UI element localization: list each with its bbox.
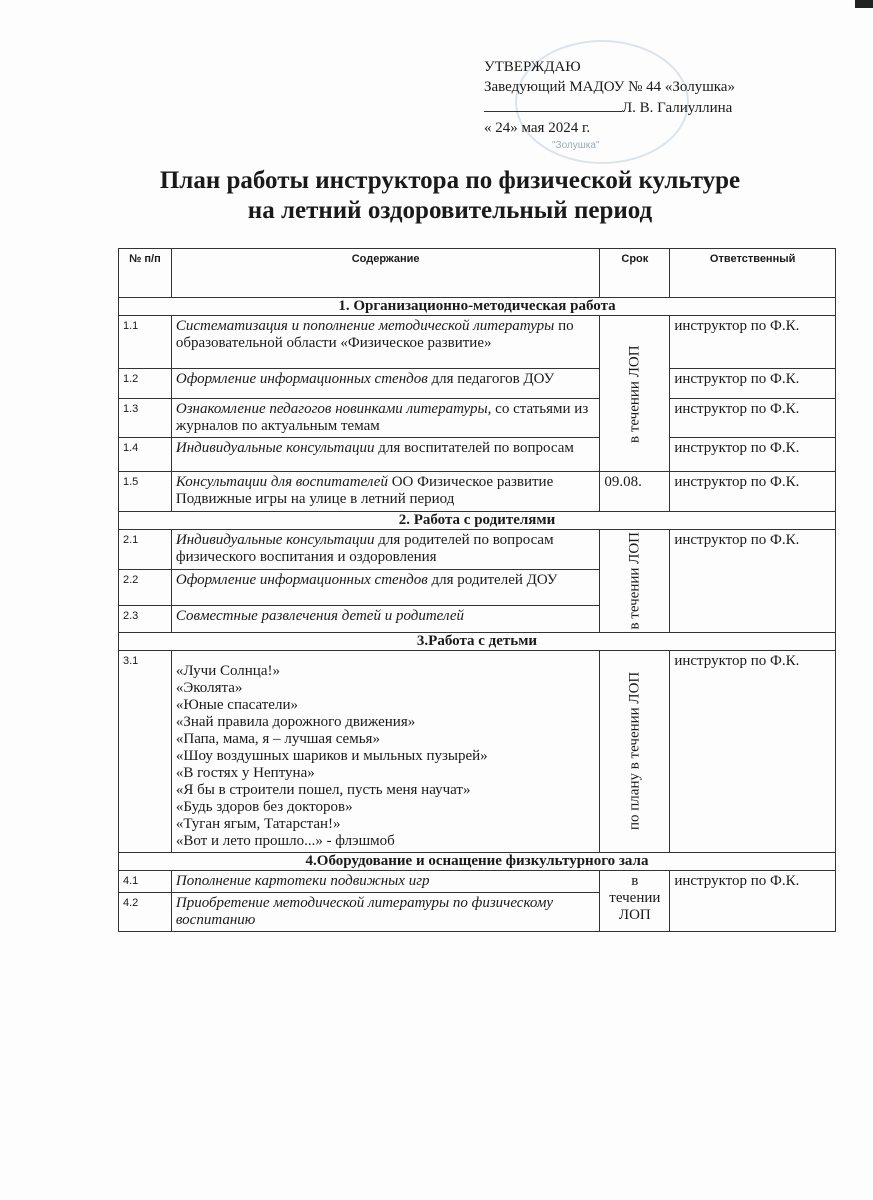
- row-text: для родителей ДОУ: [427, 572, 558, 588]
- table-row: [119, 316, 836, 369]
- approval-heading: УТВЕРЖДАЮ: [484, 59, 581, 75]
- event-item: «Будь здоров без докторов»: [175, 798, 353, 815]
- row-emphasis: Индивидуальные консультации: [175, 440, 375, 456]
- row-term: в течении ЛОП: [600, 530, 670, 633]
- event-item: «Юные спасатели»: [175, 696, 298, 713]
- row-text: для родителей по вопросам физического воспитания и оздоровления: [175, 532, 554, 565]
- event-item: «Вот и лето прошло...» - флэшмоб: [175, 832, 395, 849]
- row-resp: инструктор по Ф.К.: [670, 369, 836, 399]
- row-content: [171, 870, 600, 892]
- row-content: [171, 369, 600, 399]
- row-emphasis: Систематизация и пополнение методической литературы: [175, 318, 555, 334]
- row-content: [171, 606, 600, 633]
- section-title: 4.Оборудование и оснащение физкультурного зала: [119, 852, 836, 870]
- row-resp: инструктор по Ф.К.: [670, 316, 836, 369]
- event-item: «Я бы в строители пошел, пусть меня научат»: [175, 781, 471, 798]
- row-content: [171, 570, 600, 606]
- approver-name: Л. В. Галиуллина: [622, 100, 733, 116]
- table-row: [119, 399, 836, 438]
- row-text: по образовательной области «Физическое развитие»: [175, 318, 574, 351]
- event-item: «В гостях у Нептуна»: [175, 764, 315, 781]
- section-title: 1. Организационно-методическая работа: [119, 298, 836, 316]
- row-content: [171, 438, 600, 472]
- section-title: 3.Работа с детьми: [119, 632, 836, 650]
- event-item: «Папа, мама, я – лучшая семья»: [175, 730, 380, 747]
- row-num: 3.1: [119, 650, 172, 852]
- row-term: в течении ЛОП: [600, 316, 670, 472]
- row-content: [171, 530, 600, 570]
- row-emphasis: Совместные развлечения детей и родителей: [175, 608, 465, 624]
- row-emphasis: Приобретение методической литературы по физическому воспитанию: [175, 894, 554, 928]
- row-term: по плану в течении ЛОП: [600, 650, 670, 852]
- row-emphasis: Пополнение картотеки подвижных игр: [175, 872, 430, 889]
- header-num: № п/п: [119, 249, 172, 298]
- table-row: [119, 438, 836, 472]
- row-text: , со статьями из журналов по актуальным темам: [175, 401, 589, 434]
- section-title: 2. Работа с родителями: [119, 512, 836, 530]
- row-term: 09.08.: [600, 472, 670, 512]
- row-emphasis: Консультации для воспитателей: [175, 474, 388, 490]
- title-line: План работы инструктора по физической культуре: [159, 167, 741, 194]
- row-num: 2.3: [119, 606, 172, 633]
- table-row: [119, 472, 836, 512]
- row-num: 4.2: [119, 892, 172, 931]
- event-item: «Лучи Солнца!»: [175, 662, 280, 679]
- scan-mark: [855, 0, 873, 8]
- table-row: [119, 870, 836, 892]
- row-num: 1.2: [119, 369, 172, 399]
- row-resp: инструктор по Ф.К.: [670, 530, 836, 633]
- header-term: Срок: [600, 249, 670, 298]
- table-header: [119, 249, 836, 298]
- row-content: [171, 650, 600, 852]
- approval-position: Заведующий МАДОУ № 44 «Золушка»: [484, 79, 735, 95]
- header-resp: Ответственный: [670, 249, 836, 298]
- event-item: «Туган ягым, Татарстан!»: [175, 815, 341, 832]
- table-row: [119, 650, 836, 852]
- row-text: для педагогов ДОУ: [427, 371, 555, 387]
- table-row: [119, 530, 836, 570]
- row-text: ОО Физическое развитие Подвижные игры на улице в летний период: [175, 474, 554, 507]
- row-emphasis: Ознакомление педагогов новинками литературы: [175, 401, 488, 417]
- row-text: для воспитателей по вопросам: [374, 440, 574, 456]
- signature-line: [484, 97, 622, 112]
- stamp-text: "Золушка": [552, 140, 600, 151]
- row-content: [171, 472, 600, 512]
- row-num: 1.1: [119, 316, 172, 369]
- row-content: [171, 316, 600, 369]
- row-resp: инструктор по Ф.К.: [670, 472, 836, 512]
- row-emphasis: Индивидуальные консультации: [175, 532, 375, 548]
- row-num: 2.1: [119, 530, 172, 570]
- row-resp: инструктор по Ф.К.: [670, 870, 836, 931]
- row-num: 1.3: [119, 399, 172, 438]
- row-term: в течении ЛОП: [600, 870, 670, 931]
- row-num: 2.2: [119, 570, 172, 606]
- table-row: [119, 369, 836, 399]
- approval-block: [484, 57, 735, 138]
- row-content: [171, 399, 600, 438]
- title-line: на летний оздоровительный период: [247, 197, 653, 224]
- row-resp: инструктор по Ф.К.: [670, 650, 836, 852]
- row-num: 4.1: [119, 870, 172, 892]
- event-item: «Шоу воздушных шариков и мыльных пузырей»: [175, 747, 488, 764]
- plan-table: [118, 248, 836, 932]
- row-num: 1.5: [119, 472, 172, 512]
- row-content: [171, 892, 600, 931]
- event-item: «Эколята»: [175, 679, 243, 696]
- approval-date: « 24» мая 2024 г.: [484, 120, 591, 136]
- row-resp: инструктор по Ф.К.: [670, 399, 836, 438]
- row-emphasis: Оформление информационных стендов: [175, 572, 428, 588]
- row-resp: инструктор по Ф.К.: [670, 438, 836, 472]
- page-title: [100, 166, 800, 226]
- header-content: Содержание: [171, 249, 600, 298]
- event-item: «Знай правила дорожного движения»: [175, 713, 416, 730]
- row-num: 1.4: [119, 438, 172, 472]
- row-emphasis: Оформление информационных стендов: [175, 371, 428, 387]
